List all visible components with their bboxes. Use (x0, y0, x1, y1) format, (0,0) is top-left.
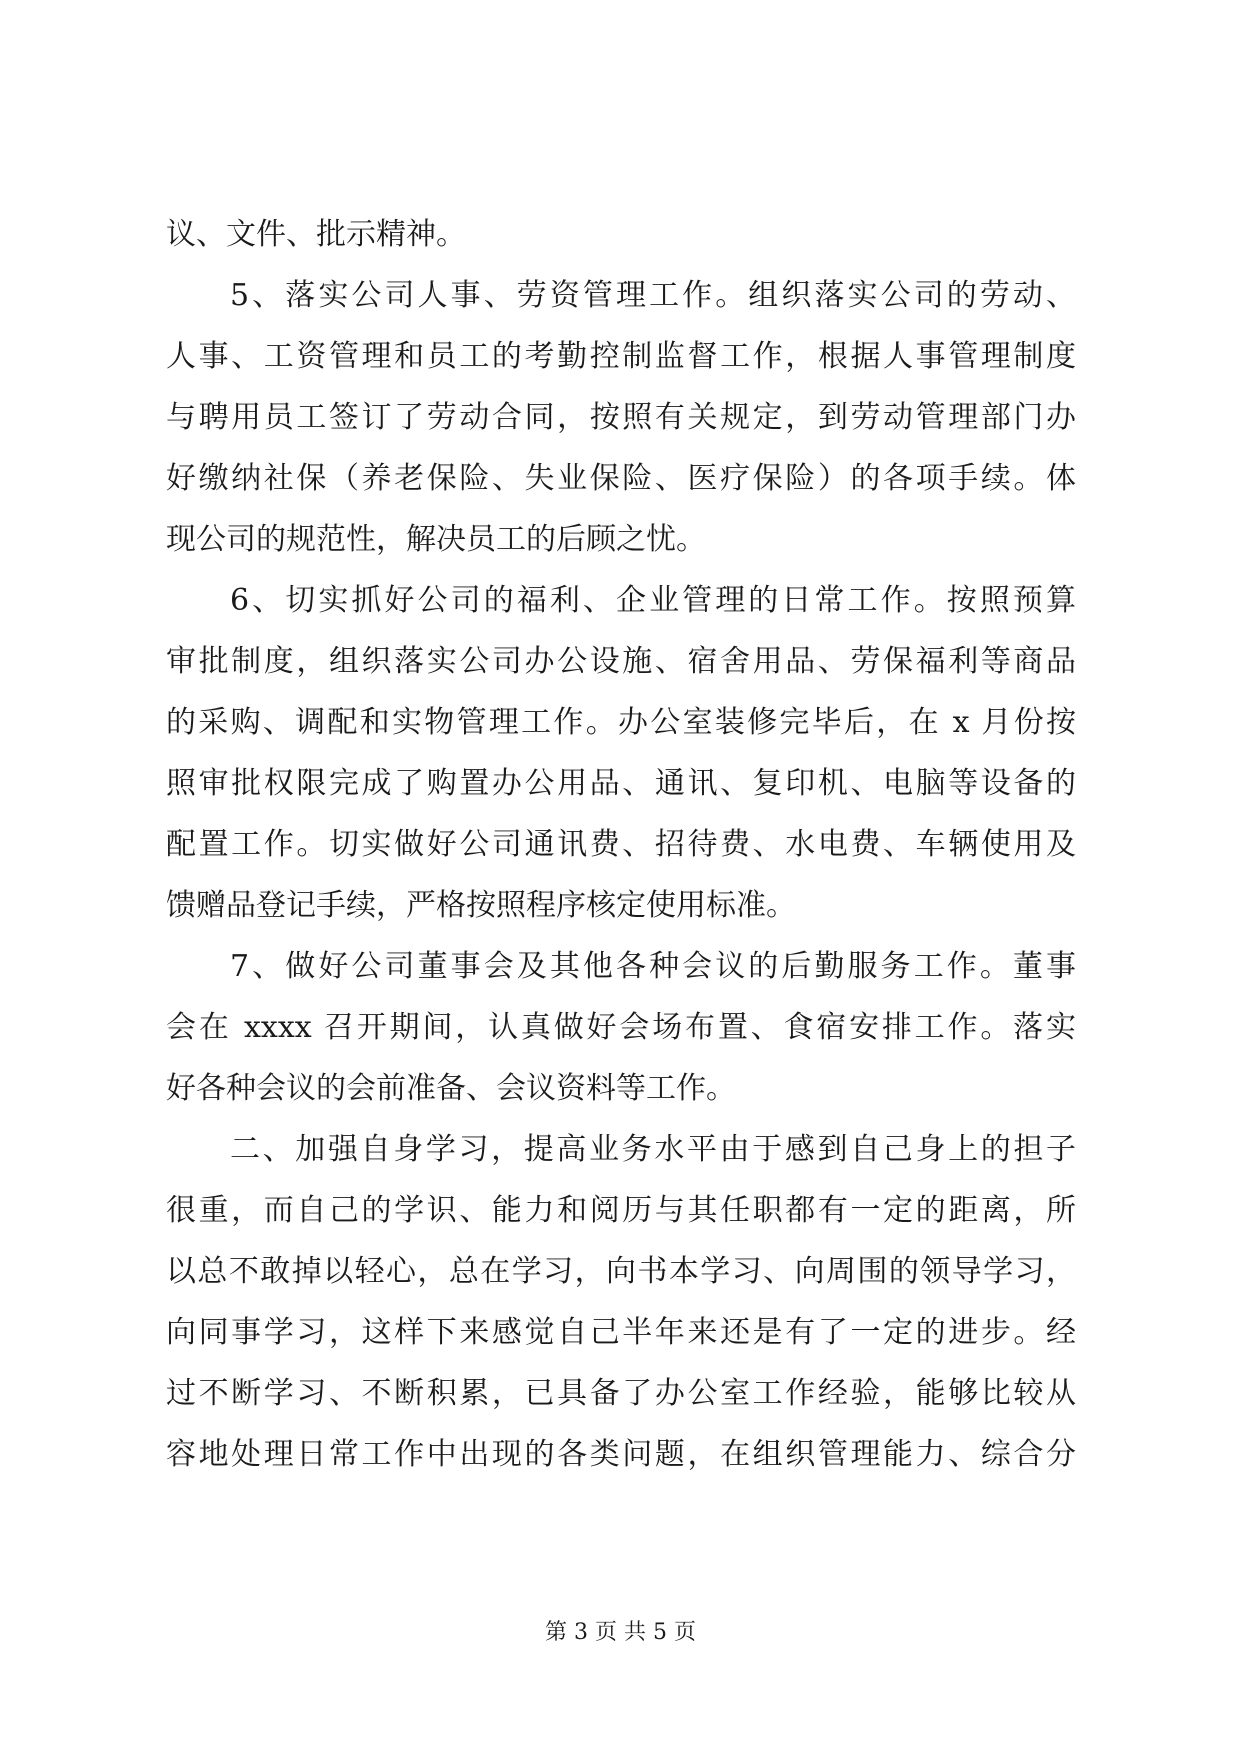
text-line: 与聘用员工签订了劳动合同，按照有关规定，到劳动管理部门办 (166, 400, 1076, 435)
text-line: 的采购、调配和实物管理工作。办公室装修完毕后，在 x 月份按 (166, 705, 1076, 740)
text-line: 照审批权限完成了购置办公用品、通讯、复印机、电脑等设备的 (166, 766, 1076, 801)
text-line: 向同事学习，这样下来感觉自己半年来还是有了一定的进步。经 (166, 1315, 1076, 1350)
text-line: 6、切实抓好公司的福利、企业管理的日常工作。按照预算 (230, 583, 1076, 618)
text-line: 馈赠品登记手续，严格按照程序核定使用标准。 (166, 888, 796, 923)
text-line: 配置工作。切实做好公司通讯费、招待费、水电费、车辆使用及 (166, 827, 1076, 862)
text-line: 过不断学习、不断积累，已具备了办公室工作经验，能够比较从 (166, 1376, 1076, 1411)
text-line: 二、加强自身学习，提高业务水平由于感到自己身上的担子 (230, 1132, 1076, 1167)
text-line: 人事、工资管理和员工的考勤控制监督工作，根据人事管理制度 (166, 339, 1076, 374)
text-line: 容地处理日常工作中出现的各类问题，在组织管理能力、综合分 (166, 1437, 1076, 1472)
text-line: 5、落实公司人事、劳资管理工作。组织落实公司的劳动、 (230, 278, 1076, 313)
text-line: 审批制度，组织落实公司办公设施、宿舍用品、劳保福利等商品 (166, 644, 1076, 679)
page-footer: 第 3 页 共 5 页 (545, 1620, 696, 1645)
text-line: 以总不敢掉以轻心，总在学习，向书本学习、向周围的领导学习， (166, 1254, 1076, 1289)
text-line: 好各种会议的会前准备、会议资料等工作。 (166, 1071, 736, 1106)
text-line: 好缴纳社保（养老保险、失业保险、医疗保险）的各项手续。体 (166, 461, 1076, 496)
text-line: 现公司的规范性，解决员工的后顾之忧。 (166, 522, 706, 557)
text-line: 7、做好公司董事会及其他各种会议的后勤服务工作。董事 (230, 949, 1076, 984)
text-line: 很重，而自己的学识、能力和阅历与其任职都有一定的距离，所 (166, 1193, 1076, 1228)
text-line: 议、文件、批示精神。 (166, 217, 466, 252)
body-text (166, 204, 1076, 1485)
text-line: 会在 xxxx 召开期间，认真做好会场布置、食宿安排工作。落实 (166, 1010, 1076, 1045)
